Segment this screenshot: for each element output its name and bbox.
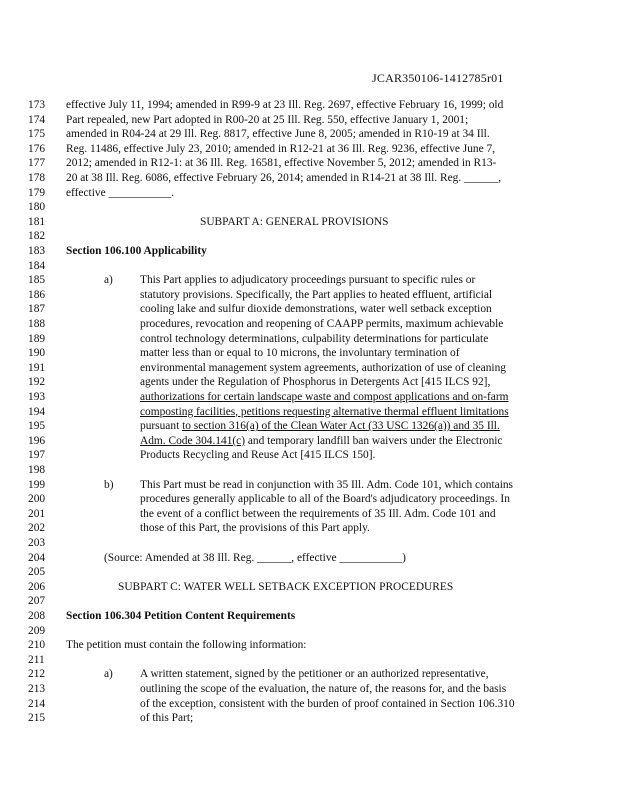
line-text: [66, 142, 495, 156]
line-text: [104, 667, 113, 681]
document-line: [0, 536, 619, 550]
text-segment: statutory provisions. Specifically, the Part applies to heated effluent, artificial: [140, 288, 493, 301]
document-line: [0, 653, 619, 667]
line-number: 188: [28, 318, 46, 330]
line-text: [66, 638, 306, 652]
document-line: [0, 521, 619, 535]
line-text: [140, 317, 503, 331]
line-number: 213: [28, 683, 46, 695]
line-text: [140, 332, 488, 346]
line-text: [140, 302, 492, 316]
text-segment: effective July 11, 1994; amended in R99-9 at 23 Ill. Reg. 2697, effective February 16, 1999; old: [66, 99, 504, 111]
line-number: 205: [28, 566, 46, 579]
text-segment: to section 316(a) of the Clean Water Act (33 USC 1326(a)) and 35 Ill.: [182, 420, 500, 433]
document-line: [0, 127, 619, 141]
line-text: [140, 448, 375, 462]
text-segment: matter less than or equal to 10 microns, the involuntary termination of: [140, 347, 460, 360]
line-text: [140, 273, 475, 287]
document-line: [0, 317, 619, 331]
document-line: [0, 682, 619, 696]
document-line: [0, 697, 619, 711]
line-number: 193: [28, 391, 46, 403]
text-segment: a): [104, 274, 113, 287]
document-line: [0, 186, 619, 200]
line-text: [66, 156, 496, 170]
line-number: 187: [28, 303, 46, 316]
line-text: [140, 288, 492, 302]
document-line: [0, 273, 619, 287]
line-number: 196: [28, 434, 46, 447]
document-line: [0, 609, 619, 623]
text-segment: those of this Part, the provisions of this Part apply.: [140, 522, 370, 535]
line-number: 214: [28, 697, 46, 710]
line-number: 194: [28, 405, 46, 418]
document-line: [0, 361, 619, 375]
document-line: [0, 346, 619, 360]
line-text: [140, 711, 193, 725]
line-text: [140, 697, 515, 711]
document-line: [0, 594, 619, 608]
document-id: JCAR350106-1412785r01: [372, 71, 504, 85]
document-line: [0, 492, 619, 506]
line-text: [140, 346, 460, 360]
line-number: 211: [28, 653, 45, 666]
line-number: 181: [28, 215, 46, 228]
line-text: [66, 186, 174, 200]
text-segment: Products Recycling and Reuse Act [415 ILCS 150].: [140, 449, 376, 462]
line-text: [140, 405, 509, 419]
text-segment: cooling lake and sulfur dioxide demonstrations, water well setback exception: [140, 303, 492, 316]
text-segment: This Part applies to adjudicatory proceedings pursuant to specific rules or: [140, 274, 476, 287]
line-text: [140, 478, 513, 492]
document-line: [0, 200, 619, 214]
line-number: 186: [28, 288, 46, 301]
line-number: 212: [28, 668, 46, 681]
line-number: 210: [28, 639, 46, 652]
document-line: [0, 448, 619, 462]
text-segment: Reg. 11486, effective July 23, 2010; amended in R12-21 at 36 Ill. Reg. 9236, effective June 7,: [66, 142, 496, 155]
text-segment: Section 106.304 Petition Content Requirements: [66, 610, 296, 622]
document-line: [0, 463, 619, 477]
text-segment: (Source: Amended at 38 Ill. Reg. ______, effective ___________): [104, 551, 406, 564]
document-line: [0, 156, 619, 170]
text-segment: control technology determinations, culpability determinations for particulate: [140, 332, 489, 345]
line-text: [140, 682, 506, 696]
text-segment: pursuant: [140, 420, 183, 433]
text-segment: of this Part;: [140, 712, 194, 725]
line-number: 177: [28, 157, 46, 170]
line-number: 206: [28, 580, 46, 593]
document-line: [0, 624, 619, 638]
document-line: [0, 113, 619, 127]
line-number: 191: [28, 361, 46, 374]
document-line: [0, 288, 619, 302]
line-text: [118, 580, 453, 594]
text-segment: environmental management system agreements, authorization of use of cleaning: [140, 361, 506, 374]
document-line: [0, 142, 619, 156]
document-line: [0, 711, 619, 725]
text-segment: outlining the scope of the evaluation, the nature of, the reasons for, and the basis: [140, 683, 507, 695]
line-text: [140, 521, 370, 535]
document-line: [0, 434, 619, 448]
line-text: [104, 478, 114, 492]
text-segment: and temporary landfill ban waivers under the Electronic: [245, 434, 503, 447]
text-segment: a): [104, 668, 113, 681]
line-text: [140, 667, 489, 681]
text-segment: effective ___________.: [66, 186, 174, 199]
document-line: [0, 302, 619, 316]
text-segment: procedures, revocation and reopening of CAAPP permits, maximum achievable: [140, 318, 504, 330]
text-segment: The petition must contain the following information:: [66, 639, 307, 652]
text-segment: This Part must be read in conjunction with 35 Ill. Adm. Code 101, which contains: [140, 478, 513, 491]
line-text: [104, 273, 113, 287]
line-number: 201: [28, 507, 46, 520]
line-number: 183: [28, 245, 46, 257]
document-line: [0, 551, 619, 565]
line-number: 197: [28, 449, 46, 462]
line-number: 185: [28, 274, 46, 287]
document-line: [0, 215, 619, 229]
line-number: 179: [28, 186, 46, 199]
text-segment: amended in R04-24 at 29 Ill. Reg. 8817, effective June 8, 2005; amended in R10-19 at 34 Ill.: [66, 128, 490, 141]
document-line: [0, 244, 619, 258]
line-text: [140, 390, 508, 404]
line-number: 176: [28, 142, 46, 155]
line-number: 184: [28, 259, 46, 272]
line-number: 180: [28, 201, 46, 214]
line-number: 195: [28, 420, 46, 433]
document-line: [0, 390, 619, 404]
line-number: 190: [28, 347, 46, 360]
line-number: 200: [28, 493, 46, 506]
document-line: [0, 667, 619, 681]
line-number: 202: [28, 522, 46, 535]
line-number: 207: [28, 595, 46, 608]
text-segment: 20 at 38 Ill. Reg. 6086, effective February 26, 2014; amended in R14-21 at 38 Ill. Reg. ______,: [66, 172, 502, 184]
document-line: [0, 98, 619, 112]
document-line: [0, 375, 619, 389]
line-text: [200, 215, 388, 229]
line-number: 209: [28, 624, 46, 637]
document-line: [0, 229, 619, 243]
document-line: [0, 405, 619, 419]
line-text: [140, 434, 503, 448]
document-line: [0, 419, 619, 433]
line-number: 203: [28, 537, 46, 549]
line-text: [140, 492, 510, 506]
document-line: [0, 638, 619, 652]
text-segment: SUBPART C: WATER WELL SETBACK EXCEPTION PROCEDURES: [118, 580, 454, 593]
document-line: [0, 507, 619, 521]
line-number: 215: [28, 712, 46, 725]
line-number: 208: [28, 610, 46, 622]
text-segment: 2012; amended in R12-1: at 36 Ill. Reg. 16581, effective November 5, 2012; amended in R13-: [66, 157, 497, 170]
document-line: [0, 332, 619, 346]
text-segment: composting facilities, petitions requesting alternative thermal effluent limitations: [140, 405, 509, 418]
line-number: 178: [28, 172, 46, 184]
line-text: [140, 375, 490, 389]
text-segment: authorizations for certain landscape waste and compost applications and on-farm: [140, 391, 509, 403]
line-text: [66, 113, 468, 127]
text-segment: procedures generally applicable to all of the Board's adjudicatory proceedings. In: [140, 493, 510, 506]
line-number: 189: [28, 332, 46, 345]
line-number: 192: [28, 376, 46, 389]
line-text: [66, 171, 501, 185]
line-text: [140, 507, 496, 521]
line-number: 204: [28, 551, 46, 564]
document-line: [0, 171, 619, 185]
text-segment: agents under the Regulation of Phosphorus in Detergents Act [415 ILCS 92],: [140, 376, 491, 389]
line-number: 174: [28, 113, 46, 126]
line-number: 198: [28, 464, 46, 476]
line-number: 199: [28, 478, 46, 491]
text-segment: of the exception, consistent with the burden of proof contained in Section 106.310: [140, 697, 515, 710]
text-segment: Section 106.100 Applicability: [66, 245, 207, 257]
line-text: [104, 551, 406, 565]
text-segment: the event of a conflict between the requirements of 35 Ill. Adm. Code 101 and: [140, 507, 496, 520]
text-segment: A written statement, signed by the petitioner or an authorized representative,: [140, 668, 489, 681]
line-text: [66, 127, 490, 141]
line-text: [140, 419, 500, 433]
document-line: [0, 259, 619, 273]
line-text: [66, 244, 207, 258]
text-segment: b): [104, 478, 114, 491]
document-line: [0, 580, 619, 594]
text-segment: SUBPART A: GENERAL PROVISIONS: [200, 215, 389, 228]
text-segment: Part repealed, new Part adopted in R00-20 at 25 Ill. Reg. 550, effective January 1, 2001;: [66, 113, 469, 126]
text-segment: Adm. Code 304.141(c): [140, 434, 246, 447]
line-text: [140, 361, 506, 375]
line-text: [66, 98, 503, 112]
line-number: 182: [28, 230, 46, 243]
line-number: 173: [28, 99, 46, 111]
line-number: 175: [28, 128, 46, 141]
document-line: [0, 565, 619, 579]
document-line: [0, 478, 619, 492]
line-text: [66, 609, 295, 623]
